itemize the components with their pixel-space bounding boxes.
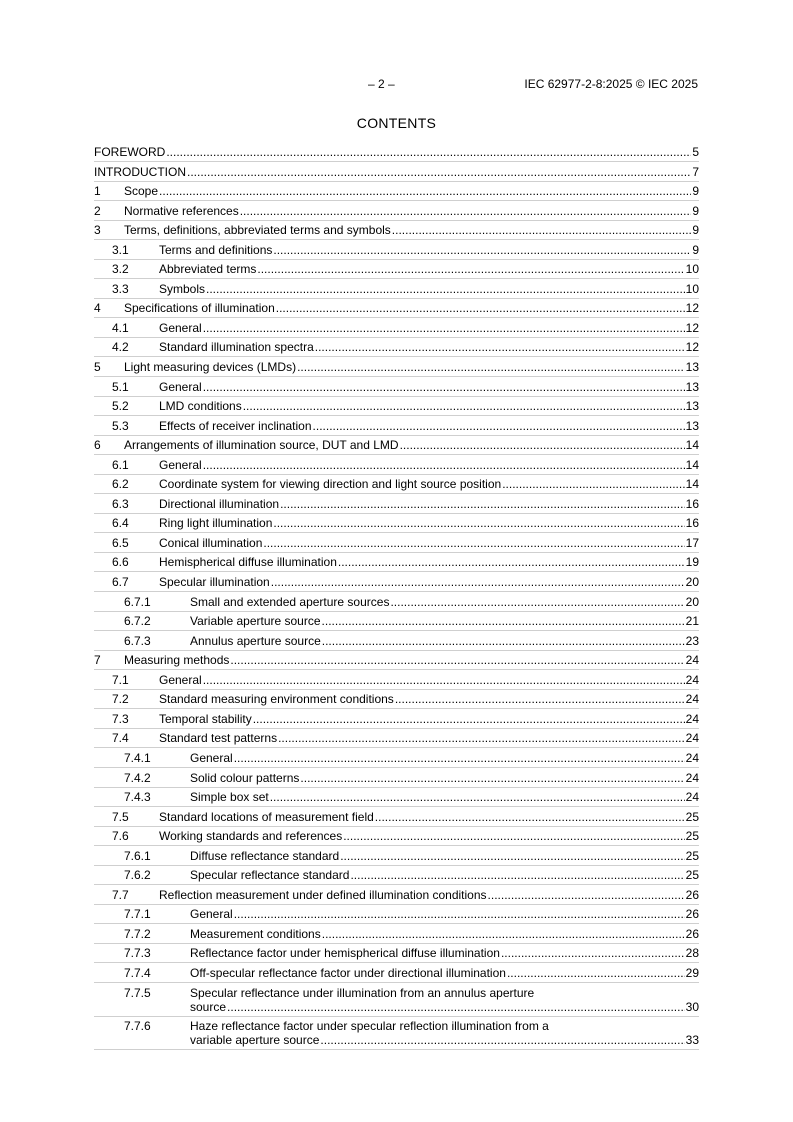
toc-entry-number: 6.1 (112, 457, 129, 472)
toc-row-divider (94, 435, 699, 436)
toc-entry-title: Reflectance factor under hemispherical diffuse illumination (190, 946, 500, 961)
toc-entry-page: 25 (685, 809, 699, 824)
toc-entry-page: 13 (685, 360, 699, 375)
toc-entry[interactable] (94, 966, 699, 980)
toc-dot-leader (263, 536, 684, 550)
toc-entry-number: 7.7.2 (124, 926, 151, 941)
toc-row-divider (94, 650, 699, 651)
toc-entry-number: 7.7.3 (124, 946, 151, 961)
toc-dot-leader (350, 868, 684, 882)
toc-entry-title: General (159, 379, 202, 394)
toc-entry-number: 6.3 (112, 496, 129, 511)
toc-entry[interactable] (94, 301, 699, 315)
toc-entry-page: 20 (685, 594, 699, 609)
toc-dot-leader (230, 653, 684, 667)
toc-entry-number: 3 (94, 223, 101, 238)
toc-row-divider (94, 396, 699, 397)
toc-dot-leader (203, 321, 685, 335)
toc-entry-number: 2 (94, 203, 101, 218)
toc-entry[interactable] (94, 692, 699, 706)
toc-entry[interactable] (94, 986, 699, 1014)
toc-entry-number: 6 (94, 438, 101, 453)
toc-entry-page: 12 (685, 320, 699, 335)
toc-entry[interactable] (94, 497, 699, 511)
toc-entry-number: 6.2 (112, 477, 129, 492)
toc-entry-page: 5 (692, 145, 699, 159)
toc-entry[interactable] (94, 438, 699, 452)
toc-dot-leader (300, 771, 684, 785)
toc-entry-page: 12 (685, 340, 699, 355)
toc-entry-number: 6.4 (112, 516, 129, 531)
toc-dot-leader (392, 223, 692, 237)
toc-entry-page: 24 (685, 692, 699, 707)
toc-entry-number: 7.7.1 (124, 907, 151, 922)
toc-row-divider (94, 317, 699, 318)
toc-entry[interactable] (94, 262, 699, 276)
toc-entry-page: 17 (685, 535, 699, 550)
toc-entry-title: Specular illumination (159, 575, 270, 590)
toc-entry-number: 7.6.2 (124, 868, 151, 883)
toc-row-divider (94, 1016, 699, 1017)
toc-entry-page: 19 (685, 555, 699, 570)
toc-entry[interactable] (94, 653, 699, 667)
toc-entry-page: 14 (685, 477, 699, 492)
toc-entry-number: 3.3 (112, 281, 129, 296)
toc-entry-title: Scope (124, 184, 159, 199)
toc-entry-number: 1 (94, 184, 101, 199)
toc-dot-leader (507, 966, 685, 980)
toc-entry-title-continued: source (190, 999, 227, 1014)
toc-dot-leader (375, 810, 685, 824)
toc-entry-number: 7.6.1 (124, 848, 151, 863)
toc-row-divider (94, 239, 699, 240)
toc-dot-leader (488, 888, 685, 902)
toc-entry[interactable] (94, 829, 699, 843)
toc-entry-title: General (190, 750, 233, 765)
toc-entry-number: 7.7.5 (124, 985, 151, 1000)
toc-entry-title: Working standards and references (159, 829, 343, 844)
toc-row-divider (94, 845, 699, 846)
toc-entry-page: 14 (685, 438, 699, 453)
toc-entry-title: Off-specular reflectance factor under directional illumination (190, 965, 506, 980)
toc-entry-number: 7.2 (112, 692, 129, 707)
toc-entry-page: 26 (685, 926, 699, 941)
toc-entry-title: Reflection measurement under defined illumination conditions (159, 887, 487, 902)
toc-entry-title: Specifications of illumination (124, 301, 275, 316)
toc-dot-leader (343, 829, 684, 843)
toc-entry-number: 7.4.1 (124, 750, 151, 765)
toc-entry-page: 25 (685, 829, 699, 844)
toc-entry[interactable] (94, 360, 699, 374)
toc-entry-title: FOREWORD (94, 145, 166, 159)
toc-entry[interactable] (94, 165, 699, 179)
toc-entry-number: 4 (94, 301, 101, 316)
toc-entry-title: Standard measuring environment conditions (159, 692, 394, 707)
toc-entry[interactable] (94, 536, 699, 550)
toc-entry[interactable] (94, 516, 699, 530)
toc-dot-leader (502, 477, 684, 491)
toc-entry-number: 7 (94, 653, 101, 668)
toc-dot-leader (206, 282, 685, 296)
toc-row-divider (94, 962, 699, 963)
toc-dot-leader (338, 555, 685, 569)
toc-row-divider (94, 728, 699, 729)
toc-entry-page: 9 (692, 184, 699, 199)
toc-entry-page: 24 (685, 711, 699, 726)
toc-entry-title: Variable aperture source (190, 614, 321, 629)
toc-entry-title: Simple box set (190, 790, 269, 805)
toc-row-divider (94, 669, 699, 670)
toc-entry[interactable] (94, 321, 699, 335)
toc-entry-page: 33 (685, 1033, 699, 1048)
toc-row-divider (94, 1049, 699, 1050)
toc-dot-leader (159, 184, 691, 198)
page-header-number: – 2 – (368, 77, 395, 91)
toc-entry-number: 3.2 (112, 262, 129, 277)
toc-row-divider (94, 689, 699, 690)
toc-entry[interactable] (94, 575, 699, 589)
toc-entry-page: 10 (685, 262, 699, 277)
toc-dot-leader (395, 692, 685, 706)
toc-dot-leader (253, 712, 685, 726)
toc-row-divider (94, 806, 699, 807)
toc-entry-number: 7.4.3 (124, 790, 151, 805)
toc-dot-leader (273, 516, 684, 530)
toc-entry[interactable] (94, 946, 699, 960)
toc-entry-title: LMD conditions (159, 399, 242, 414)
toc-entry-title: Annulus aperture source (190, 633, 321, 648)
toc-entry-title-continued: variable aperture source (190, 1033, 320, 1048)
toc-entry[interactable] (94, 340, 699, 354)
toc-entry-title: Conical illumination (159, 535, 263, 550)
toc-entry-page: 24 (685, 731, 699, 746)
toc-entry-page: 9 (692, 203, 699, 218)
toc-entry[interactable] (94, 223, 699, 237)
toc-row-divider (94, 826, 699, 827)
toc-entry-number: 7.4.2 (124, 770, 151, 785)
toc-entry-title: Coordinate system for viewing direction and light source position (159, 477, 502, 492)
toc-row-divider (94, 474, 699, 475)
toc-entry[interactable] (94, 751, 699, 765)
toc-row-divider (94, 787, 699, 788)
toc-entry-number: 6.7.2 (124, 614, 151, 629)
toc-dot-leader (166, 145, 691, 159)
toc-entry-number: 6.7 (112, 575, 129, 590)
toc-entry-number: 4.2 (112, 340, 129, 355)
toc-entry-title: General (190, 907, 233, 922)
toc-dot-leader (280, 497, 685, 511)
toc-entry-page: 16 (685, 496, 699, 511)
toc-entry-page: 29 (685, 965, 699, 980)
toc-entry-title: Haze reflectance factor under specular reflection illumination from a (190, 1019, 549, 1034)
toc-row-divider (94, 161, 699, 162)
toc-entry-page: 10 (685, 281, 699, 296)
toc-entry-title: Directional illumination (159, 496, 280, 511)
toc-dot-leader (203, 673, 685, 687)
page-header-standard: IEC 62977-2-8:2025 © IEC 2025 (524, 77, 698, 91)
toc-entry-number: 6.7.3 (124, 633, 151, 648)
toc-row-divider (94, 337, 699, 338)
page-title: CONTENTS (356, 115, 437, 131)
toc-row-divider (94, 571, 699, 572)
toc-dot-leader (243, 399, 685, 413)
toc-entry-number: 4.1 (112, 320, 129, 335)
toc-entry-title: Specular reflectance under illumination from an annulus aperture (190, 985, 535, 1000)
toc-dot-leader (313, 419, 685, 433)
toc-entry-number: 7.1 (112, 672, 129, 687)
toc-entry-title: Standard illumination spectra (159, 340, 314, 355)
toc-entry[interactable] (94, 282, 699, 296)
toc-entry-number: 5.2 (112, 399, 129, 414)
toc-entry-page: 26 (685, 887, 699, 902)
toc-entry-title: Hemispherical diffuse illumination (159, 555, 337, 570)
toc-entry-number: 7.7.6 (124, 1019, 151, 1034)
toc-entry-number: 7.6 (112, 829, 129, 844)
toc-row-divider (94, 278, 699, 279)
toc-dot-leader (273, 243, 691, 257)
toc-entry-title: General (159, 320, 202, 335)
toc-dot-leader (390, 595, 684, 609)
toc-dot-leader (320, 1033, 684, 1047)
toc-row-divider (94, 767, 699, 768)
toc-row-divider (94, 884, 699, 885)
toc-dot-leader (234, 751, 685, 765)
toc-entry-title: Effects of receiver inclination (159, 418, 312, 433)
toc-entry-title: Light measuring devices (LMDs) (124, 360, 297, 375)
toc-entry-number: 5.1 (112, 379, 129, 394)
toc-entry-number: 7.3 (112, 711, 129, 726)
toc-entry-title: Arrangements of illumination source, DUT and LMD (124, 438, 399, 453)
toc-entry[interactable] (94, 595, 699, 609)
toc-entry[interactable] (94, 1019, 699, 1047)
toc-entry-title: Solid colour patterns (190, 770, 300, 785)
toc-entry[interactable] (94, 810, 699, 824)
toc-entry[interactable] (94, 731, 699, 745)
toc-row-divider (94, 454, 699, 455)
toc-row-divider (94, 943, 699, 944)
toc-entry-title: Measurement conditions (190, 926, 321, 941)
toc-entry-title: Terms, definitions, abbreviated terms and symbols (124, 223, 391, 238)
toc-entry[interactable] (94, 907, 699, 921)
toc-entry-page: 20 (685, 575, 699, 590)
toc-entry[interactable] (94, 555, 699, 569)
toc-entry[interactable] (94, 204, 699, 218)
toc-dot-leader (187, 165, 691, 179)
toc-entry-title: Normative references (124, 203, 239, 218)
toc-dot-leader (278, 731, 685, 745)
toc-entry[interactable] (94, 419, 699, 433)
toc-dot-leader (227, 1000, 685, 1014)
toc-row-divider (94, 513, 699, 514)
toc-entry-title: Specular reflectance standard (190, 868, 350, 883)
toc-row-divider (94, 591, 699, 592)
toc-entry[interactable] (94, 673, 699, 687)
toc-row-divider (94, 865, 699, 866)
toc-entry-page: 23 (685, 633, 699, 648)
toc-entry-page: 24 (685, 790, 699, 805)
toc-dot-leader (315, 340, 685, 354)
toc-entry-page: 26 (685, 907, 699, 922)
toc-entry[interactable] (94, 243, 699, 257)
toc-row-divider (94, 630, 699, 631)
toc-row-divider (94, 356, 699, 357)
toc-entry-page: 24 (685, 672, 699, 687)
toc-entry-title: General (159, 457, 202, 472)
toc-entry[interactable] (94, 145, 699, 159)
toc-dot-leader (340, 849, 684, 863)
toc-entry-page: 9 (692, 223, 699, 238)
toc-entry[interactable] (94, 790, 699, 804)
toc-entry-page: 24 (685, 750, 699, 765)
toc-entry-number: 6.5 (112, 535, 129, 550)
toc-dot-leader (322, 927, 685, 941)
toc-row-divider (94, 298, 699, 299)
toc-entry[interactable] (94, 927, 699, 941)
toc-entry[interactable] (94, 477, 699, 491)
toc-entry-page: 12 (685, 301, 699, 316)
toc-row-divider (94, 708, 699, 709)
toc-row-divider (94, 493, 699, 494)
toc-entry-page: 21 (685, 614, 699, 629)
toc-dot-leader (203, 380, 685, 394)
toc-entry-page: 25 (685, 868, 699, 883)
toc-entry-number: 7.4 (112, 731, 129, 746)
toc-entry-title: Abbreviated terms (159, 262, 257, 277)
toc-entry[interactable] (94, 458, 699, 472)
toc-entry-title: Standard test patterns (159, 731, 278, 746)
toc-entry-title: General (159, 672, 202, 687)
toc-entry-number: 3.1 (112, 242, 129, 257)
toc-entry-title: Terms and definitions (159, 242, 273, 257)
toc-entry[interactable] (94, 399, 699, 413)
toc-entry[interactable] (94, 380, 699, 394)
toc-row-divider (94, 904, 699, 905)
toc-row-divider (94, 415, 699, 416)
toc-entry-page: 7 (692, 164, 699, 179)
toc-entry-title: Measuring methods (124, 653, 230, 668)
toc-entry-title: Small and extended aperture sources (190, 594, 390, 609)
toc-dot-leader (276, 301, 685, 315)
toc-entry[interactable] (94, 712, 699, 726)
toc-row-divider (94, 552, 699, 553)
toc-entry-number: 6.7.1 (124, 594, 151, 609)
toc-entry-page: 24 (685, 770, 699, 785)
toc-entry-title: INTRODUCTION (94, 164, 186, 179)
toc-row-divider (94, 181, 699, 182)
toc-dot-leader (501, 946, 685, 960)
toc-entry-number: 6.6 (112, 555, 129, 570)
toc-entry-title: Standard locations of measurement field (159, 809, 374, 824)
toc-entry-title: Diffuse reflectance standard (190, 848, 340, 863)
toc-dot-leader (400, 438, 685, 452)
toc-entry-page: 13 (685, 379, 699, 394)
toc-row-divider (94, 532, 699, 533)
toc-entry-page: 16 (685, 516, 699, 531)
toc-entry-page: 30 (685, 999, 699, 1014)
toc-row-divider (94, 220, 699, 221)
toc-entry-page: 13 (685, 418, 699, 433)
toc-row-divider (94, 982, 699, 983)
toc-entry[interactable] (94, 614, 699, 628)
toc-entry-number: 7.7.4 (124, 965, 151, 980)
toc-row-divider (94, 376, 699, 377)
toc-entry-page: 13 (685, 399, 699, 414)
toc-entry-number: 5 (94, 360, 101, 375)
toc-entry-page: 28 (685, 946, 699, 961)
table-of-contents (94, 145, 699, 1047)
toc-entry-page: 25 (685, 848, 699, 863)
toc-dot-leader (257, 262, 684, 276)
toc-row-divider (94, 923, 699, 924)
toc-row-divider (94, 747, 699, 748)
toc-dot-leader (234, 907, 685, 921)
toc-entry[interactable] (94, 849, 699, 863)
toc-entry[interactable] (94, 888, 699, 902)
toc-entry[interactable] (94, 868, 699, 882)
toc-row-divider (94, 259, 699, 260)
toc-row-divider (94, 200, 699, 201)
toc-entry-page: 9 (692, 242, 699, 257)
toc-dot-leader (322, 634, 685, 648)
toc-dot-leader (322, 614, 685, 628)
toc-entry-title: Symbols (159, 281, 206, 296)
toc-entry-number: 7.7 (112, 887, 129, 902)
toc-dot-leader (270, 790, 685, 804)
toc-dot-leader (203, 458, 685, 472)
toc-dot-leader (240, 204, 692, 218)
toc-entry-number: 7.5 (112, 809, 129, 824)
toc-entry-number: 5.3 (112, 418, 129, 433)
toc-entry[interactable] (94, 184, 699, 198)
toc-entry-page: 14 (685, 457, 699, 472)
toc-entry-title: Temporal stability (159, 711, 252, 726)
toc-entry[interactable] (94, 634, 699, 648)
toc-entry[interactable] (94, 771, 699, 785)
toc-dot-leader (297, 360, 685, 374)
toc-entry-page: 24 (685, 653, 699, 668)
toc-row-divider (94, 611, 699, 612)
toc-entry-title: Ring light illumination (159, 516, 273, 531)
toc-dot-leader (271, 575, 685, 589)
